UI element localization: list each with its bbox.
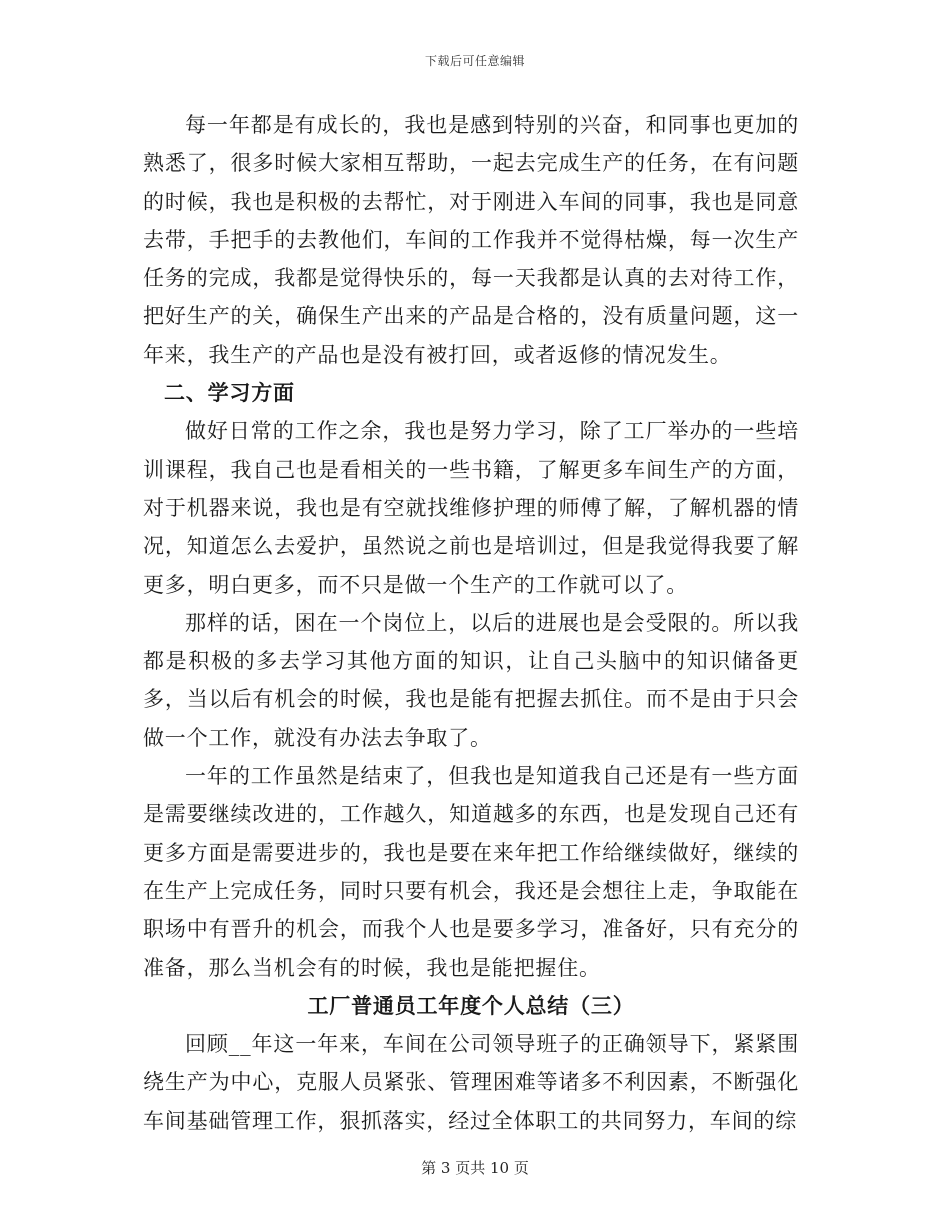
section-heading-study: 二、学习方面 [164,380,295,406]
document-title-part-three: 工厂普通员工年度个人总结（三） [307,992,635,1018]
document-body [143,106,799,1140]
page-footer: 第 3 页共 10 页 [421,1159,529,1177]
paragraph-improvement: 一年的工作虽然是结束了，但我也是知道我自己还是有一些方面是需要继续改进的，工作越久，知道越多的东西，也是发现自己还有更多方面是需要进步的，我也是要在来年把工作给继续做好，继续的在生产上完成任务，同时只要有机会，我还是会想往上走，争取能在职场中有晋升的机会，而我个人也是要多学习，准备好，只有充分的准备，那么当机会有的时候，我也是能把握住。 [143,764,799,980]
paragraph-growth: 每一年都是有成长的，我也是感到特别的兴奋，和同事也更加的熟悉了，很多时候大家相互帮助，一起去完成生产的任务，在有问题的时候，我也是积极的去帮忙，对于刚进入车间的同事，我也是同意去带，手把手的去教他们，车间的工作我并不觉得枯燥，每一次生产任务的完成，我都是觉得快乐的，每一天我都是认真的去对待工作，把好生产的关，确保生产出来的产品是合格的，没有质量问题，这一年来，我生产的产品也是没有被打回，或者返修的情况发生。 [143,113,799,367]
page-header: 下载后可任意编辑 [424,54,525,68]
paragraph-study: 做好日常的工作之余，我也是努力学习，除了工厂举办的一些培训课程，我自己也是看相关的一些书籍，了解更多车间生产的方面，对于机器来说，我也是有空就找维修护理的师傅了解，了解机器的情况，知道怎么去爱护，虽然说之前也是培训过，但是我觉得我要了解更多，明白更多，而不只是做一个生产的工作就可以了。 [143,419,799,597]
paragraph-development: 那样的话，困在一个岗位上，以后的进展也是会受限的。所以我都是积极的多去学习其他方面的知识，让自己头脑中的知识储备更多，当以后有机会的时候，我也是能有把握去抓住。而不是由于只会做一个工作，就没有办法去争取了。 [143,610,799,750]
paragraph-review: 回顾__年这一年来，车间在公司领导班子的正确领导下，紧紧围绕生产为中心，克服人员紧张、管理困难等诸多不利因素，不断强化车间基础管理工作，狠抓落实，经过全体职工的共同努力，车间的综 [143,1032,799,1133]
